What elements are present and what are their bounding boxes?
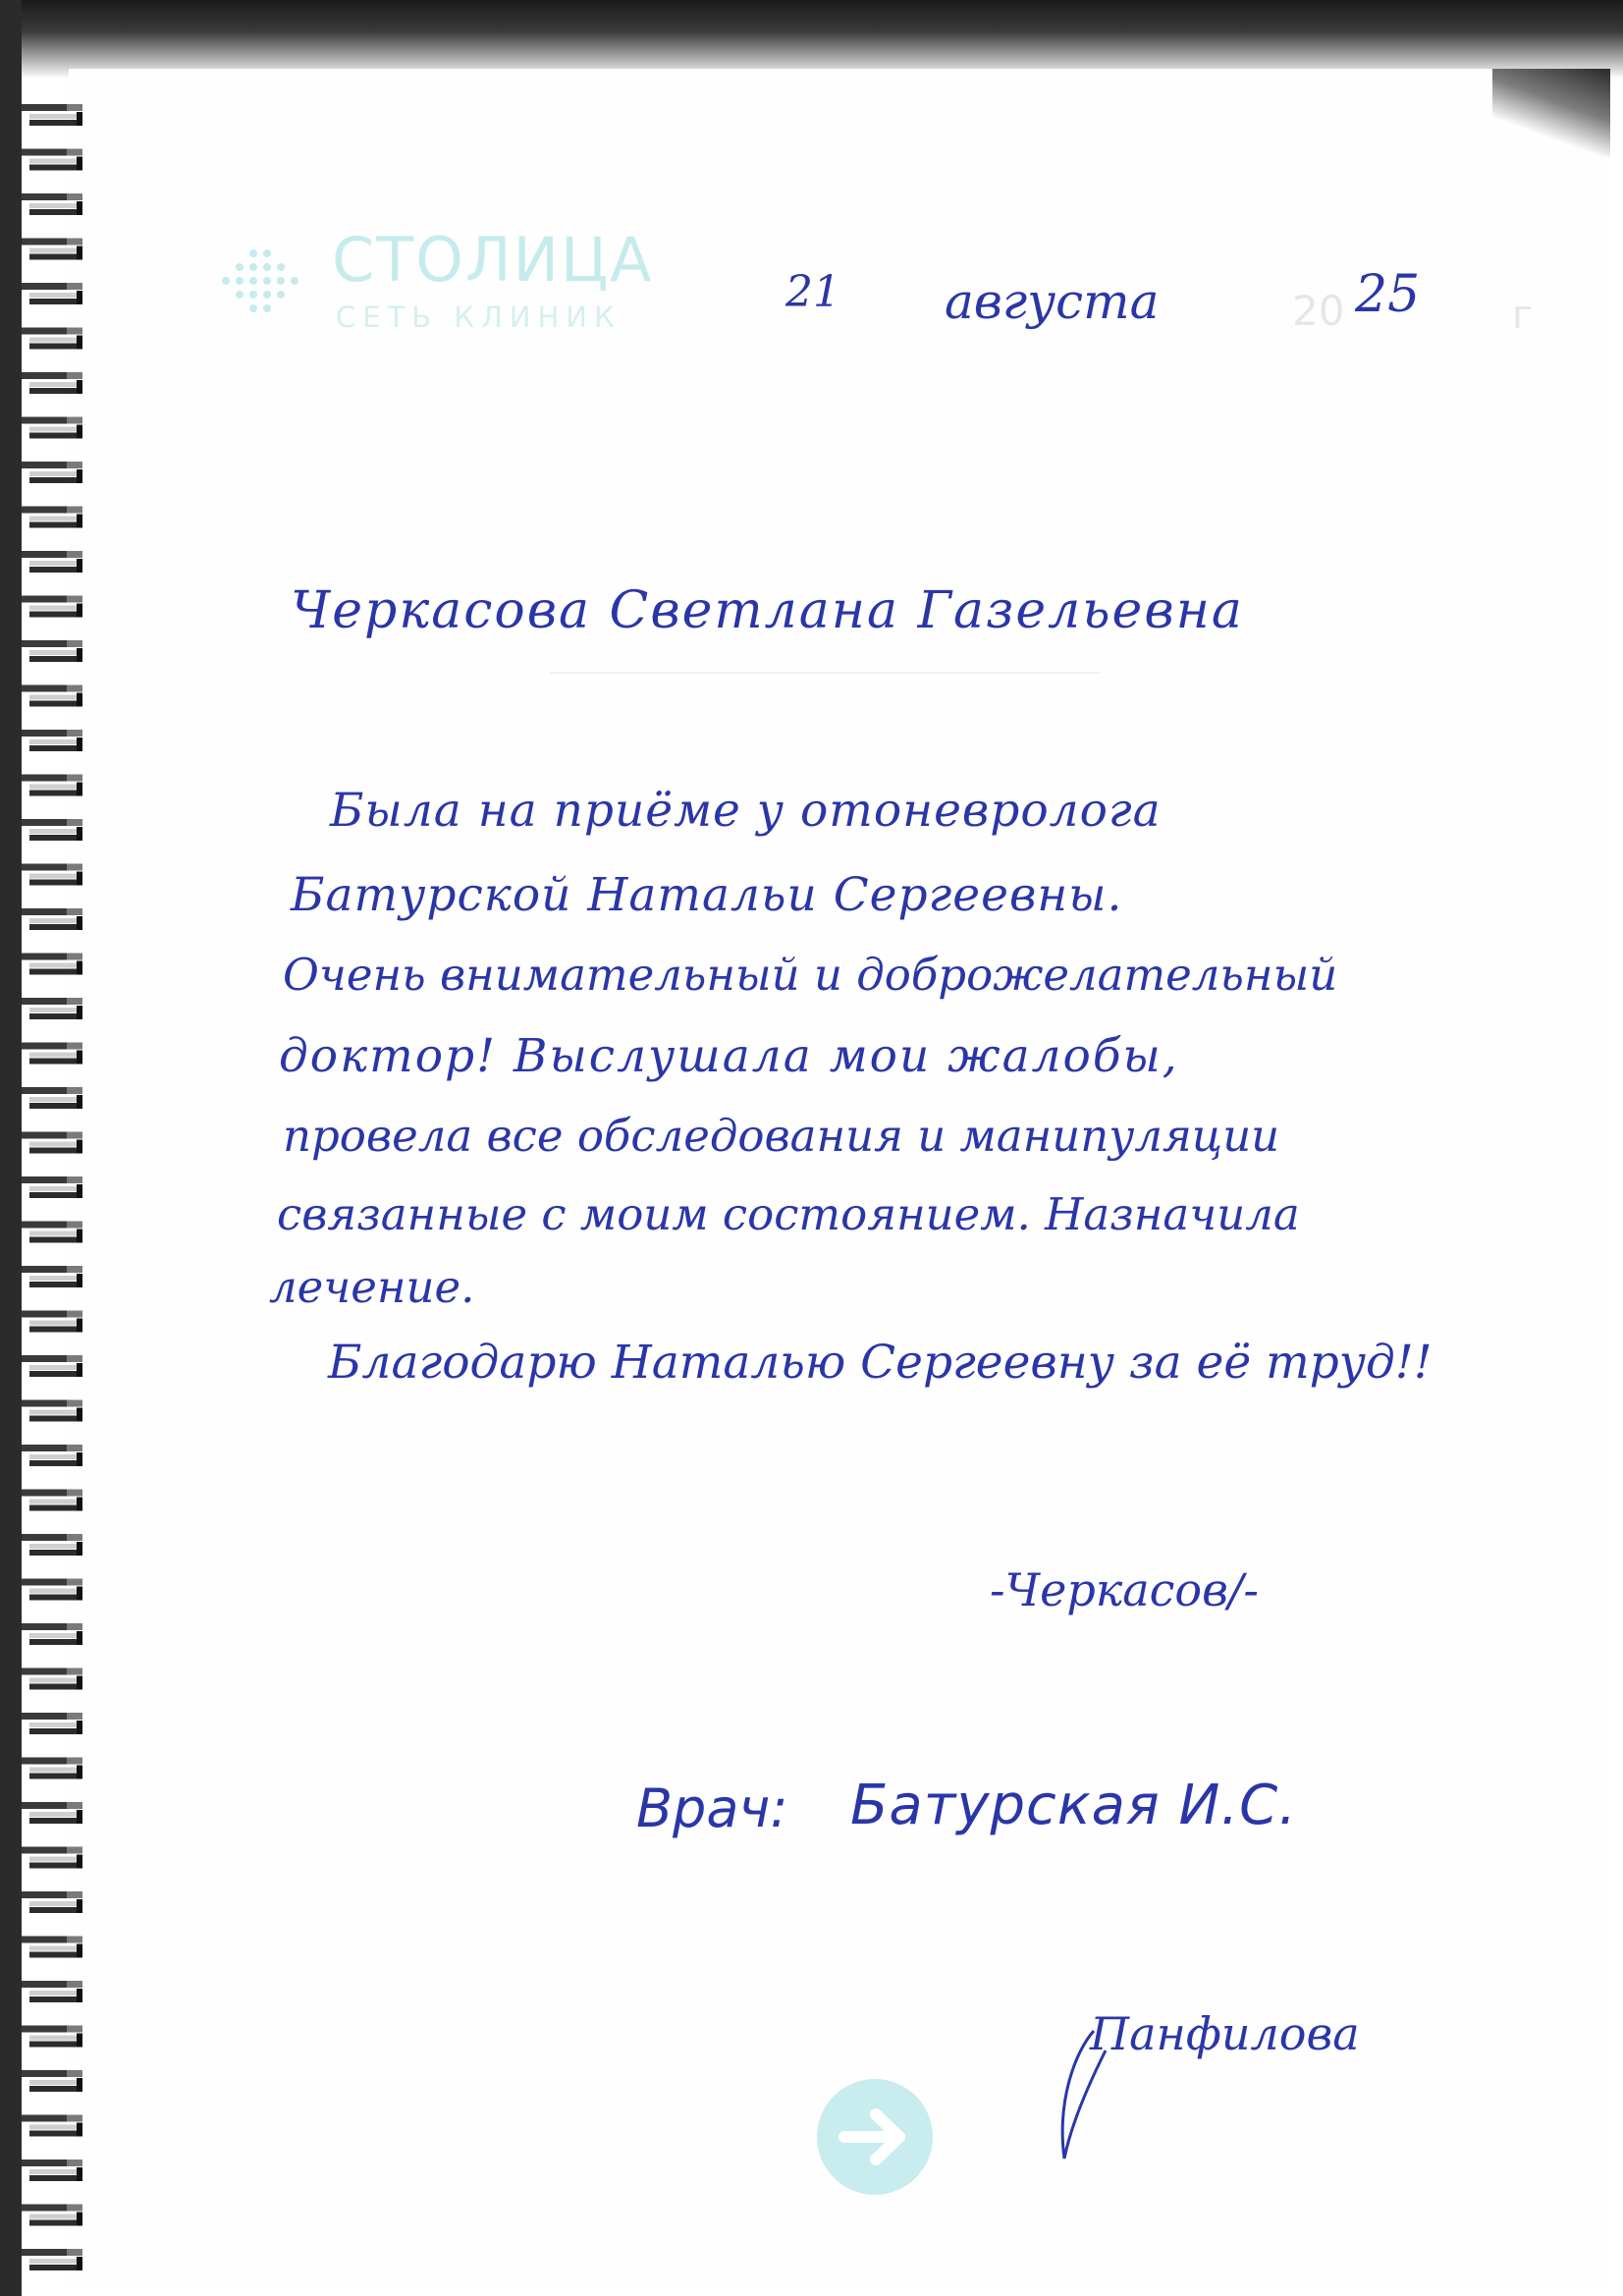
- clinic-logo: [216, 224, 668, 342]
- arrow-badge: [817, 2079, 933, 2195]
- date-year-printed: 20: [1292, 287, 1345, 335]
- review-line-3: Очень внимательный и доброжелательный: [283, 949, 1338, 1001]
- review-page: [69, 69, 1610, 2288]
- patient-signature: -Черкасов/-: [990, 1563, 1259, 1616]
- staff-signature: Панфилова: [1090, 2007, 1360, 2060]
- review-line-8: Благодарю Наталью Сергеевну за её труд!!: [328, 1336, 1433, 1390]
- review-line-4: доктор! Выслушала мои жалобы,: [279, 1029, 1179, 1083]
- review-line-5: провела все обследования и манипуляции: [283, 1110, 1280, 1162]
- patient-name: Черкасова Светлана Газельевна: [291, 581, 1244, 640]
- name-underline: [550, 672, 1100, 674]
- clinic-logo-subtitle: СЕТЬ КЛИНИК: [336, 301, 622, 334]
- doctor-label: Врач:: [636, 1777, 788, 1839]
- review-line-6: связанные с моим состоянием. Назначила: [277, 1188, 1300, 1240]
- arrow-right-icon: [817, 2079, 933, 2195]
- spiral-binding: [22, 98, 120, 2288]
- date-year-written: 25: [1355, 265, 1421, 324]
- page-corner-shadow: [1492, 69, 1610, 157]
- clinic-logo-name: СТОЛИЦА: [332, 224, 654, 296]
- date-day: 21: [785, 267, 840, 317]
- scan-edge-left: [0, 0, 22, 2296]
- clinic-logo-icon: [216, 232, 314, 330]
- date-month: августа: [945, 273, 1160, 330]
- review-line-7: лечение.: [269, 1261, 475, 1313]
- date-year-suffix: г: [1512, 293, 1534, 338]
- doctor-name: Батурская И.С.: [850, 1774, 1298, 1837]
- review-line-1: Была на приёме у отоневролога: [330, 784, 1162, 838]
- scan-edge-top: [0, 0, 1623, 79]
- review-line-2: Батурской Натальи Сергеевны.: [291, 868, 1123, 922]
